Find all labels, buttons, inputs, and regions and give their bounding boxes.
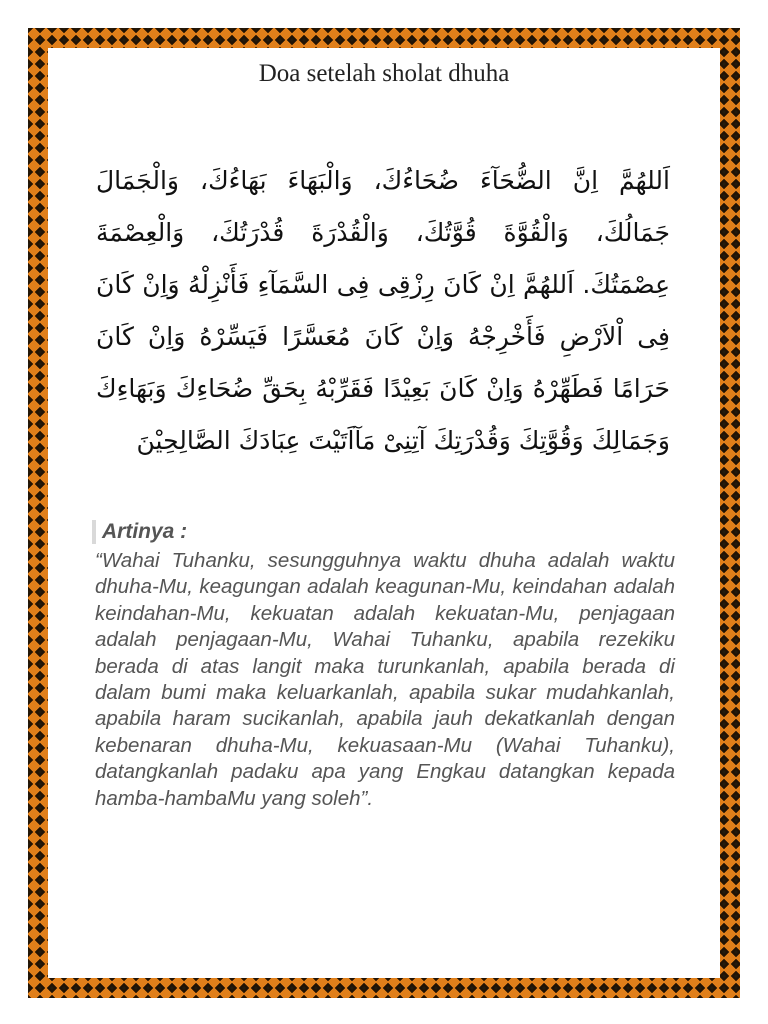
- arabic-prayer-text: اَللهُمَّ اِنَّ الضُّحَآءَ ضُحَاءُكَ، وَالْبَهَاءَ بَهَاءُكَ، وَالْجَمَالَ جَمَالُكَ، وَالْقُوَّةَ قُوَّتُكَ، وَالْقُدْرَةَ قُدْرَتُكَ، وَالْعِصْمَةَ عِصْمَتُكَ. اَللهُمَّ اِنْ كَانَ رِزْقِى فِى السَّمَآءِ فَأَنْزِلْهُ وَاِنْ كَانَ فِى اْلاَرْضِ فَأَخْرِجْهُ وَاِنْ كَانَ مُعَسَّرًا فَيَسِّرْهُ وَاِنْ كَانَ حَرَامًا فَطَهِّرْهُ وَاِنْ كَانَ بَعِيْدًا فَقَرِّبْهُ بِحَقِّ ضُحَاءِكَ وَبَهَاءِكَ وَجَمَالِكَ وَقُوَّتِكَ وَقُدْرَتِكَ آتِنِىْ مَآاَتَيْتَ عِبَادَكَ الصَّالِحِيْنَ: [96, 166, 670, 455]
- translation-paragraph: “Wahai Tuhanku, sesungguhnya waktu dhuha adalah waktu dhuha-Mu, keagungan adalah keagunan-Mu, keindahan adalah keindahan-Mu, kekuatan adalah kekuatan-Mu, penjagaan adalah penjagaan-Mu, Wahai Tuhanku, apabila rezekiku berada di atas langit maka turunkanlah, apabila berada di dalam bumi maka keluarkanlah, apabila sukar mudahkanlah, apabila haram sucikanlah, apabila jauh dekatkanlah dengan kebenaran dhuha-Mu, kekuasaan-Mu (Wahai Tuhanku), datangkanlah padaku apa yang Engkau datangkan kepada hamba-hambaMu yang soleh”.: [95, 549, 675, 810]
- artinya-heading: [92, 520, 187, 544]
- page-title: Doa setelah sholat dhuha: [258, 60, 510, 87]
- artinya-label: Artinya :: [102, 520, 188, 543]
- heading-marker: [92, 520, 96, 544]
